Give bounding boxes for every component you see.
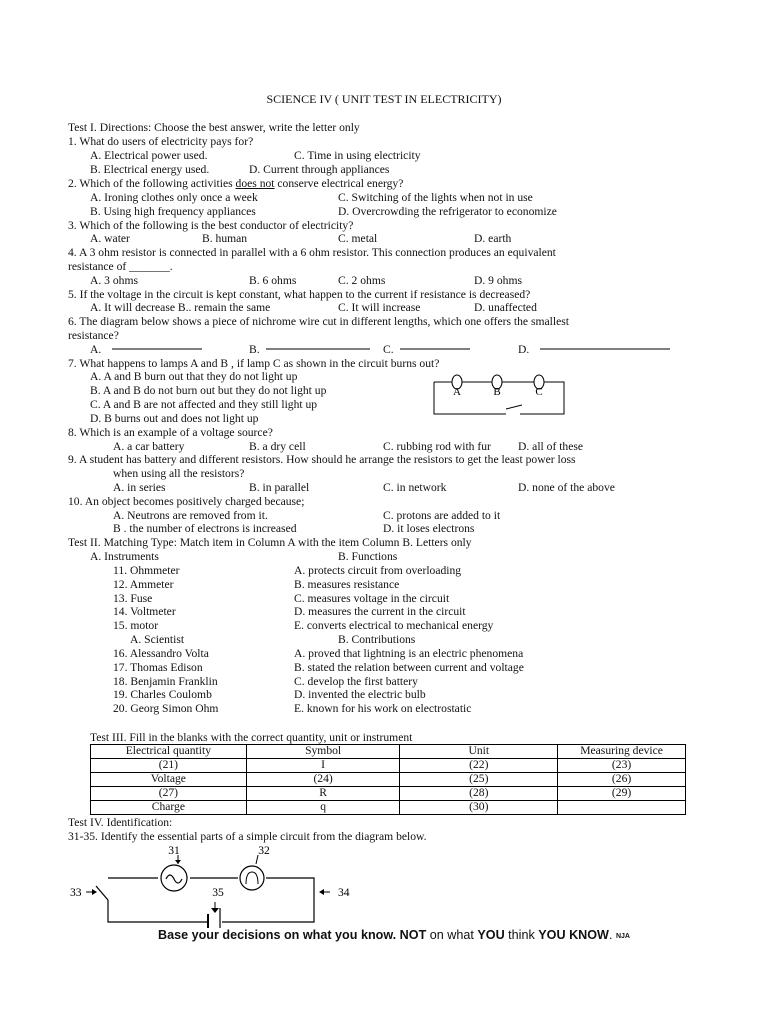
lamp-circuit-diagram [430, 368, 570, 420]
table-cell: (25) [400, 773, 558, 787]
lamp-a-label: A [453, 386, 461, 398]
question-4-cont: resistance of _______. [68, 260, 173, 273]
q7-option-b: B. A and B do not burn out but they do not light up [90, 384, 327, 397]
question-9-cont: when using all the resistors? [113, 467, 245, 480]
arrow-34-head-icon [319, 889, 324, 895]
table-row [91, 773, 686, 787]
matching-item-b: E. converts electrical to mechanical energy [294, 619, 494, 633]
table-row [91, 787, 686, 801]
question-5: 5. If the voltage in the circuit is kept constant, what happen to the current if resistance is decreased? [68, 288, 531, 301]
test3-directions: Test III. Fill in the blanks with the correct quantity, unit or instrument [90, 731, 413, 744]
q3-option-b: B. human [202, 232, 248, 245]
question-3: 3. Which of the following is the best conductor of electricity? [68, 219, 354, 232]
test3-table [90, 744, 686, 815]
q7-option-d: D. B burns out and does not light up [90, 412, 259, 425]
q3-option-a: A. water [90, 232, 130, 245]
matching-item-b: D. measures the current in the circuit [294, 605, 466, 619]
matching-item-b: D. invented the electric bulb [294, 688, 426, 702]
table-cell: (23) [558, 759, 686, 773]
q4-option-a: A. 3 ohms [90, 274, 138, 287]
q2-option-b: B. Using high frequency appliances [90, 205, 256, 218]
switch-icon [96, 886, 108, 900]
test4-directions: Test IV. Identification: [68, 816, 173, 829]
q4-option-b: B. 6 ohms [249, 274, 297, 287]
q1-option-c: C. Time in using electricity [294, 149, 421, 162]
question-2: 2. Which of the following activities does not conserve electrical energy? [68, 177, 404, 190]
table-header-cell: Symbol [246, 745, 400, 759]
circuit-wires [108, 878, 314, 922]
q6-option-a: A. [90, 343, 102, 356]
q5-option-c: C. It will increase [338, 301, 421, 314]
question-7: 7. What happens to lamps A and B , if lamp C as shown in the circuit burns out? [68, 357, 440, 370]
page-title: SCIENCE IV ( UNIT TEST IN ELECTRICITY) [266, 92, 502, 106]
q9-option-d: D. none of the above [518, 481, 615, 494]
question-31-35: 31-35. Identify the essential parts of a simple circuit from the diagram below. [68, 830, 427, 843]
q9-option-a: A. in series [113, 481, 166, 494]
matching-item-a: 11. Ohmmeter [113, 564, 180, 577]
table-cell: q [246, 801, 400, 815]
question-1: 1. What do users of electricity pays for? [68, 135, 254, 148]
question-10: 10. An object becomes positively charged because; [68, 495, 305, 508]
question-9: 9. A student has battery and different resistors. How should he arrange the resistors to get the least power loss [68, 453, 576, 466]
q10-option-a: A. Neutrons are removed from it. [113, 509, 268, 522]
q4-option-d: D. 9 ohms [474, 274, 522, 287]
table-cell [558, 801, 686, 815]
q1-option-a: A. Electrical power used. [90, 149, 208, 162]
matching-item-a: 20. Georg Simon Ohm [113, 702, 219, 716]
label-32: 32 [258, 844, 270, 857]
question-6-cont: resistance? [68, 329, 119, 342]
table-cell: (26) [558, 773, 686, 787]
author-initials: NJA [615, 933, 630, 940]
column-a-heading-scientist: A. Scientist [130, 633, 185, 646]
matching-item-b: B. stated the relation between current and voltage [294, 660, 524, 674]
matching-item-a: 18. Benjamin Franklin [113, 674, 218, 688]
label-34: 34 [338, 886, 350, 899]
label-33: 33 [70, 886, 82, 899]
matching-item-b: A. proved that lightning is an electric phenomena [294, 647, 524, 660]
simple-circuit-diagram [60, 842, 360, 928]
table-cell: Voltage [91, 773, 247, 787]
wire-lengths-figure [0, 0, 768, 400]
q2-option-c: C. Switching of the lights when not in use [338, 191, 533, 204]
q4-option-c: C. 2 ohms [338, 274, 386, 287]
matching-item-b: A. protects circuit from overloading [294, 564, 462, 577]
matching-item-a: 17. Thomas Edison [113, 660, 203, 674]
test2-directions: Test II. Matching Type: Match item in Column A with the item Column B. Letters only [68, 536, 472, 549]
q9-option-b: B. in parallel [249, 481, 310, 494]
matching-item-b: C. develop the first battery [294, 674, 418, 688]
table-cell: (24) [246, 773, 400, 787]
table-header-cell: Electrical quantity [91, 745, 247, 759]
q6-option-b: B. [249, 343, 260, 356]
q6-option-c: C. [383, 343, 394, 356]
q2-option-a: A. Ironing clothes only once a week [90, 191, 258, 204]
column-a-heading-instruments: A. Instruments [90, 550, 159, 563]
q5-option-d: D. unaffected [474, 301, 537, 314]
matching-item-a: 15. motor [113, 619, 159, 633]
question-8: 8. Which is an example of a voltage source? [68, 426, 273, 439]
matching-item-a: 14. Voltmeter [113, 605, 176, 619]
matching-item-b: E. known for his work on electrostatic [294, 702, 472, 716]
q3-option-c: C. metal [338, 232, 378, 245]
matching-item-a: 16. Alessandro Volta [113, 647, 209, 660]
table-cell: (21) [91, 759, 247, 773]
matching-item-b: B. measures resistance [294, 577, 400, 591]
table-cell: I [246, 759, 400, 773]
q8-option-d: D. all of these [518, 440, 584, 453]
bulb-icon [240, 866, 264, 890]
q9-option-c: C. in network [383, 481, 447, 494]
matching-item-b: C. measures voltage in the circuit [294, 591, 450, 605]
q5-option-ab: A. It will decrease B.. remain the same [90, 301, 271, 314]
q10-option-b: B . the number of electrons is increased [113, 522, 297, 535]
q7-option-a: A. A and B burn out that they do not light up [90, 370, 298, 383]
q1-option-d: D. Current through appliances [249, 163, 390, 176]
matching-item-a: 19. Charles Coulomb [113, 688, 212, 702]
q7-option-c: C. A and B are not affected and they still light up [90, 398, 318, 411]
table-header-cell: Measuring device [558, 745, 686, 759]
lamp-b-label: B [493, 386, 501, 398]
label-31: 31 [168, 844, 180, 857]
table-cell: (30) [400, 801, 558, 815]
table-cell: (29) [558, 787, 686, 801]
q3-option-d: D. earth [474, 232, 512, 245]
arrow-33-head-icon [92, 889, 97, 895]
arrow-35-head-icon [211, 908, 219, 913]
table-row [91, 801, 686, 815]
test1-directions: Test I. Directions: Choose the best answer, write the letter only [68, 121, 360, 134]
label-35: 35 [212, 886, 224, 899]
q10-option-c: C. protons are added to it [383, 509, 501, 522]
q6-option-d: D. [518, 343, 530, 356]
arrow-31-head-icon [175, 860, 181, 864]
question-6: 6. The diagram below shows a piece of nichrome wire cut in different lengths, which one offers the smallest [68, 315, 569, 328]
table-row [91, 759, 686, 773]
column-b-heading-contributions: B. Contributions [338, 633, 416, 646]
table-header-cell: Unit [400, 745, 558, 759]
q8-option-b: B. a dry cell [249, 440, 306, 453]
table-cell: R [246, 787, 400, 801]
table-cell: (27) [91, 787, 247, 801]
table-cell: (22) [400, 759, 558, 773]
matching-item-a: 13. Fuse [113, 591, 153, 605]
q2-emphasis: does not [235, 177, 275, 190]
q2-option-d: D. Overcrowding the refrigerator to economize [338, 205, 557, 218]
q10-option-d: D. it loses electrons [383, 522, 475, 535]
footer-motto: Base your decisions on what you know. NOT on what YOU think YOU KNOW. NJA [158, 928, 630, 942]
q8-option-a: A. a car battery [113, 440, 185, 453]
table-header-row [91, 745, 686, 759]
column-b-heading-functions: B. Functions [338, 550, 398, 563]
matching-item-a: 12. Ammeter [113, 577, 174, 591]
table-cell: (28) [400, 787, 558, 801]
q8-option-c: C. rubbing rod with fur [383, 440, 491, 453]
table-cell: Charge [91, 801, 247, 815]
question-4: 4. A 3 ohm resistor is connected in parallel with a 6 ohm resistor. This connection produces an equivalent [68, 246, 556, 259]
q1-option-b: B. Electrical energy used. [90, 163, 210, 176]
lamp-c-label: C [535, 386, 543, 398]
